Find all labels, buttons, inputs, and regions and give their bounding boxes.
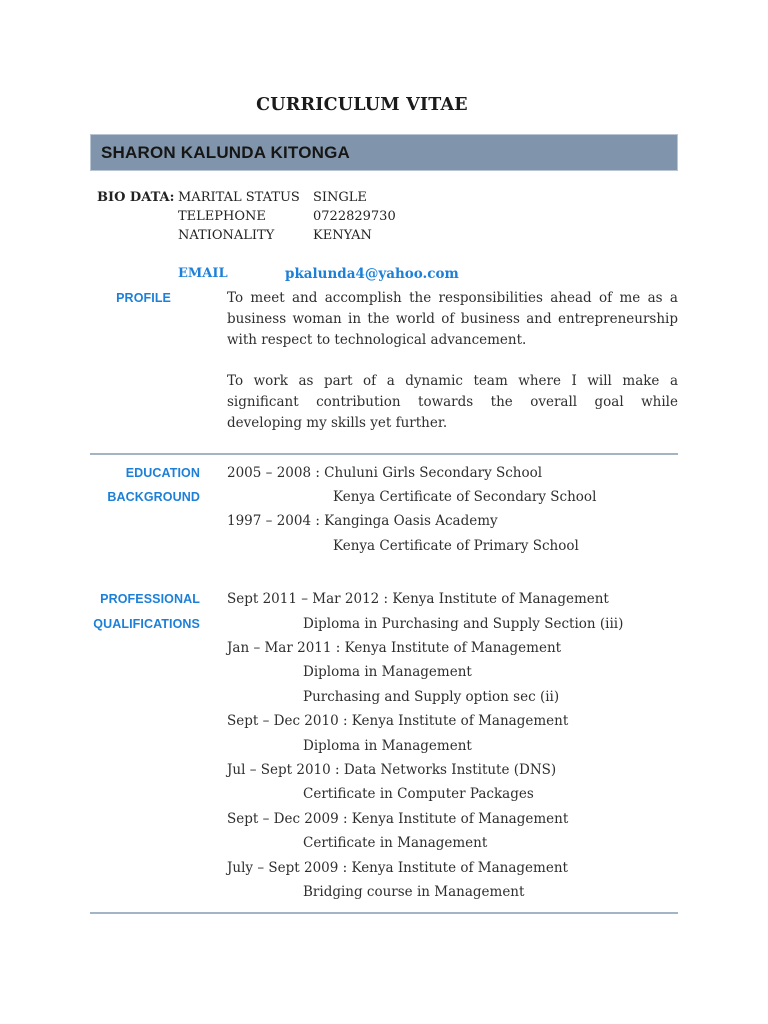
qualification-entry-detail: Purchasing and Supply option sec (ii) [303, 688, 560, 705]
professional-label [90, 587, 200, 904]
document-title: CURRICULUM VITAE [256, 95, 468, 115]
qualification-entry: Sept – Dec 2010 : Kenya Institute of Management [227, 713, 569, 730]
bio-field-value: SINGLE [313, 190, 367, 205]
bio-row-email [90, 266, 678, 282]
bio-data-section [90, 188, 678, 282]
bio-row-telephone [90, 207, 678, 226]
bio-field-label: NATIONALITY [178, 228, 275, 243]
profile-paragraph: To meet and accomplish the responsibilities ahead of me as a business woman in the world of business and entrepreneurship with respect to technological advancement. [227, 290, 678, 348]
profile-label: PROFILE [116, 291, 171, 305]
profile-text [200, 288, 678, 434]
section-divider [90, 453, 678, 455]
professional-qualifications-section [90, 587, 678, 904]
qualification-entry-detail: Diploma in Management [303, 664, 472, 681]
qualification-entry-detail: Diploma in Management [303, 737, 472, 754]
name-header [90, 134, 678, 171]
education-entry-detail: Kenya Certificate of Secondary School [333, 488, 597, 505]
bio-data-label: BIO DATA: [97, 190, 175, 205]
education-label [90, 461, 200, 559]
qualification-entry: Sept 2011 – Mar 2012 : Kenya Institute of Management [227, 591, 609, 608]
profile-paragraph: To work as part of a dynamic team where I will make a significant contribution towards the overall goal while developing my skills yet further. [227, 373, 678, 431]
qualification-entry: July – Sept 2009 : Kenya Institute of Management [227, 859, 568, 876]
bio-field-label: TELEPHONE [178, 209, 266, 224]
professional-label-line: PROFESSIONAL [100, 592, 200, 607]
bio-row-marital-status [90, 188, 678, 207]
section-divider [90, 912, 678, 914]
education-entry: 1997 – 2004 : Kanginga Oasis Academy [227, 513, 498, 530]
qualification-entry: Sept – Dec 2009 : Kenya Institute of Management [227, 810, 569, 827]
email-label: EMAIL [178, 266, 228, 281]
profile-section [90, 288, 678, 434]
education-label-line: BACKGROUND [107, 489, 200, 504]
education-entries [200, 461, 678, 559]
qualification-entry-detail: Certificate in Management [303, 835, 488, 852]
education-entry: 2005 – 2008 : Chuluni Girls Secondary School [227, 464, 543, 481]
bio-field-value: 0722829730 [313, 209, 396, 224]
bio-row-nationality [90, 226, 678, 245]
email-link[interactable]: pkalunda4@yahoo.com [285, 266, 459, 282]
name-header-text: SHARON KALUNDA KITONGA [101, 142, 351, 162]
qualification-entry: Jul – Sept 2010 : Data Networks Institute (DNS) [227, 762, 557, 779]
qualification-entry: Jan – Mar 2011 : Kenya Institute of Management [227, 640, 562, 657]
qualification-entry-detail: Bridging course in Management [303, 884, 525, 901]
bio-field-value: KENYAN [313, 228, 372, 243]
education-section [90, 461, 678, 559]
education-entry-detail: Kenya Certificate of Primary School [333, 537, 579, 554]
cv-content [90, 0, 678, 914]
education-label-line: EDUCATION [125, 465, 200, 480]
qualification-entry-detail: Certificate in Computer Packages [303, 786, 534, 803]
professional-label-line: QUALIFICATIONS [93, 616, 200, 631]
qualification-entry-detail: Diploma in Purchasing and Supply Section (iii) [303, 615, 624, 632]
professional-entries [200, 587, 678, 904]
bio-field-label: MARITAL STATUS [178, 190, 300, 205]
